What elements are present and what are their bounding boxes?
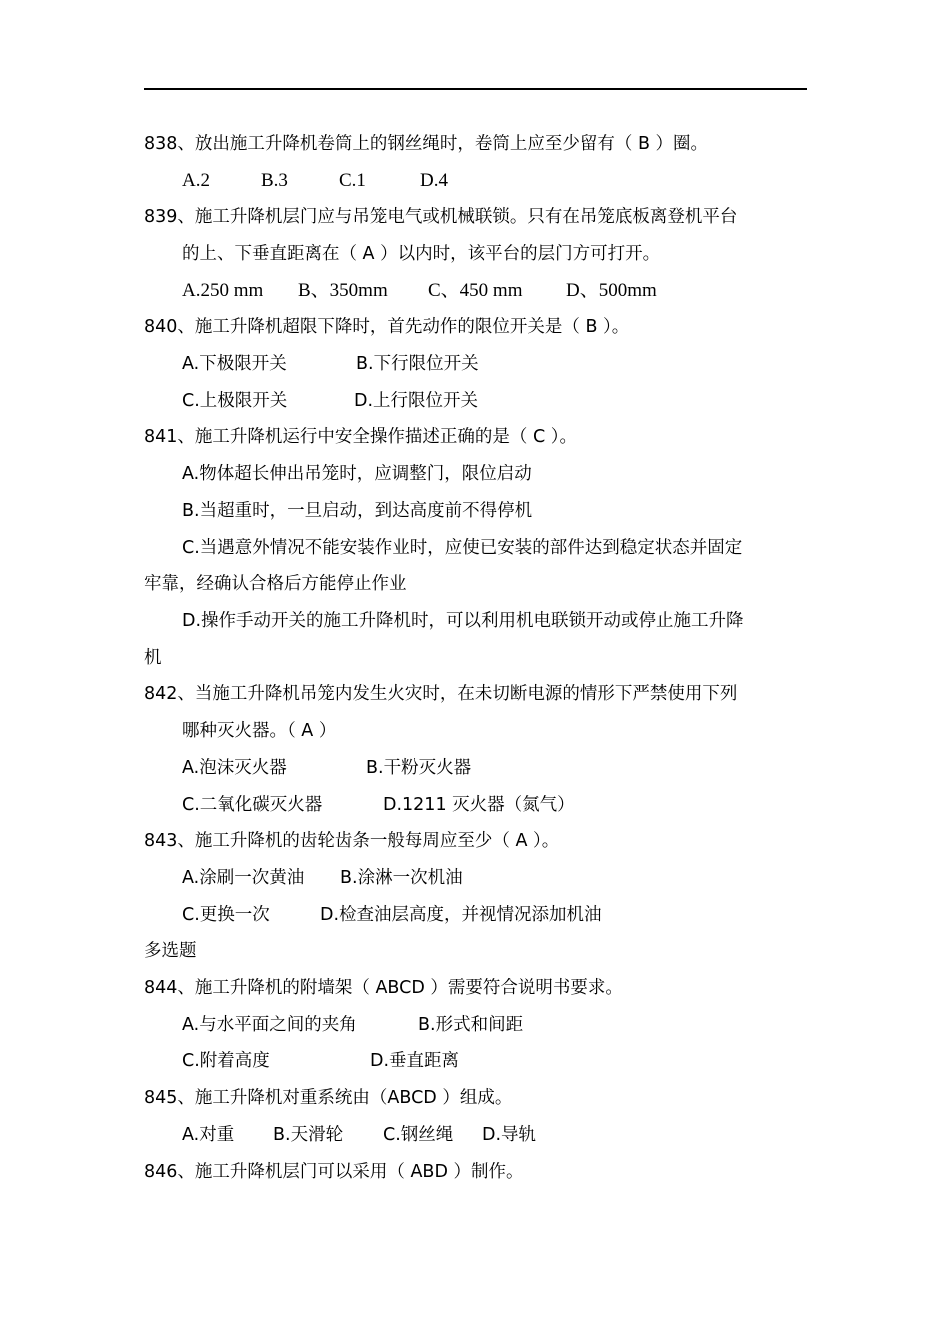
question-stem: 845、施工升降机对重系统由（ABCD ）组成。	[144, 1088, 513, 1108]
question-stem: 838、放出施工升降机卷筒上的钢丝绳时，卷筒上应至少留有（ B ）圈。	[144, 134, 709, 154]
option-b: B.天滑轮	[273, 1125, 344, 1145]
option-d: D.上行限位开关	[354, 391, 479, 411]
option-d: D.操作手动开关的施工升降机时，可以利用机电联锁开动或停止施工升降	[182, 611, 744, 631]
option-c: C.二氧化碳灭火器	[182, 795, 323, 815]
option-b: B.当超重时，一旦启动，到达高度前不得停机	[182, 501, 533, 521]
option-d: D.垂直距离	[370, 1051, 460, 1071]
option-c: C、450 mm	[428, 280, 523, 301]
option-b: B.涂淋一次机油	[340, 868, 463, 888]
option-c: C.钢丝绳	[383, 1125, 454, 1145]
option-c: C.更换一次	[182, 905, 270, 925]
option-b: B.3	[261, 170, 288, 191]
option-d: D.检查油层高度，并视情况添加机油	[320, 905, 602, 925]
option-a: A.250 mm	[182, 280, 264, 301]
option-a: A.对重	[182, 1125, 235, 1145]
section-title: 多选题	[144, 941, 197, 961]
option-a: A.与水平面之间的夹角	[182, 1015, 357, 1035]
header-rule	[144, 88, 807, 90]
option-d: D.1211 灭火器（氮气）	[383, 795, 575, 815]
option-a: A.2	[182, 170, 210, 191]
question-stem-continued: 的上、下垂直距离在（ A ）以内时，该平台的层门方可打开。	[182, 244, 661, 264]
question-stem: 841、施工升降机运行中安全操作描述正确的是（ C ）。	[144, 427, 577, 447]
question-stem: 839、施工升降机层门应与吊笼电气或机械联锁。只有在吊笼底板离登机平台	[144, 207, 738, 227]
option-c: C.1	[339, 170, 366, 191]
question-stem-continued: 哪种灭火器。（ A ）	[182, 721, 337, 741]
option-c: C.上极限开关	[182, 391, 288, 411]
option-a: A.泡沫灭火器	[182, 758, 287, 778]
option-a: A.下极限开关	[182, 354, 287, 374]
option-b: B.下行限位开关	[356, 354, 479, 374]
option-d: D、500mm	[566, 280, 657, 301]
option-a: A.物体超长伸出吊笼时，应调整门，限位启动	[182, 464, 532, 484]
option-c: C.附着高度	[182, 1051, 270, 1071]
question-stem: 846、施工升降机层门可以采用（ ABD ）制作。	[144, 1162, 524, 1182]
option-b: B.干粉灭火器	[366, 758, 472, 778]
question-stem: 842、当施工升降机吊笼内发生火灾时，在未切断电源的情形下严禁使用下列	[144, 684, 738, 704]
option-b: B.形式和间距	[418, 1015, 524, 1035]
option-d: D.导轨	[482, 1125, 537, 1145]
question-stem: 840、施工升降机超限下降时，首先动作的限位开关是（ B ）。	[144, 317, 630, 337]
question-stem: 844、施工升降机的附墙架（ ABCD ）需要符合说明书要求。	[144, 978, 623, 998]
option-c-continued: 牢靠，经确认合格后方能停止作业	[144, 574, 407, 594]
option-a: A.涂刷一次黄油	[182, 868, 305, 888]
option-d: D.4	[420, 170, 448, 191]
option-c: C.当遇意外情况不能安装作业时，应使已安装的部件达到稳定状态并固定	[182, 538, 743, 558]
option-d-continued: 机	[144, 648, 162, 668]
question-stem: 843、施工升降机的齿轮齿条一般每周应至少（ A ）。	[144, 831, 560, 851]
option-b: B、350mm	[298, 280, 388, 301]
